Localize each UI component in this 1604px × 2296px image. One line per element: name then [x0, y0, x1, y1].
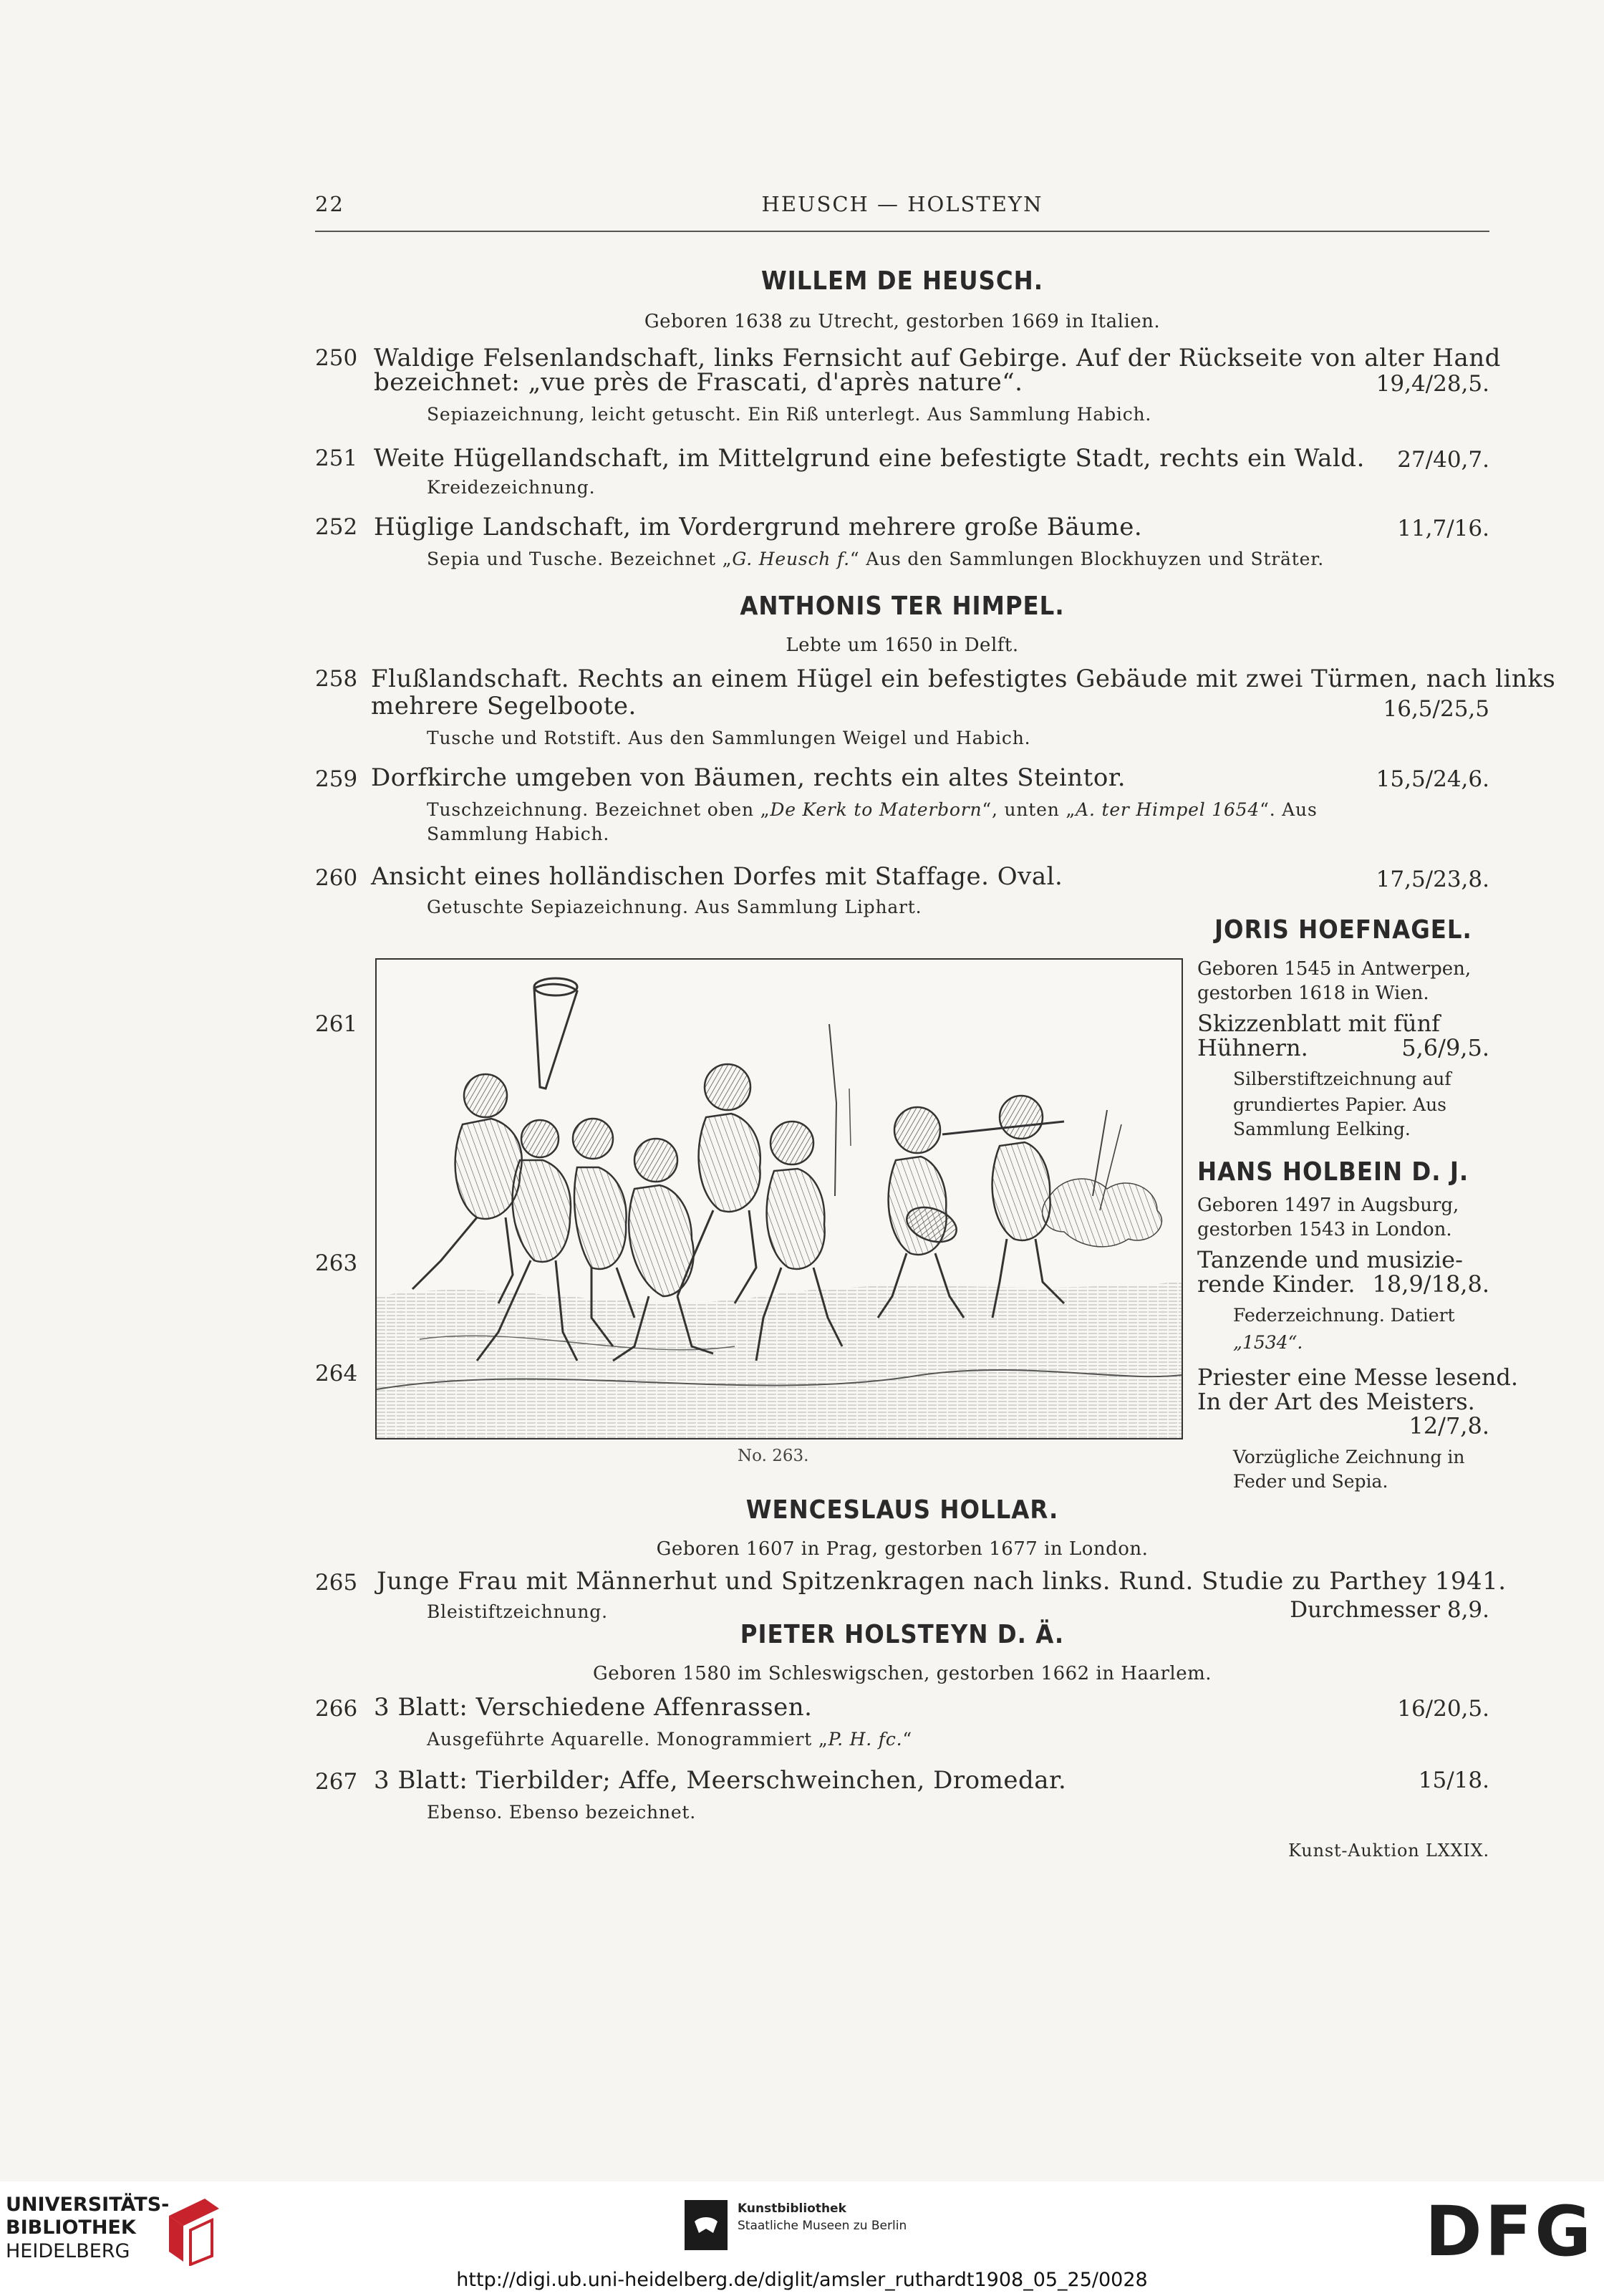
lot-258-note: Tusche und Rotstift. Aus den Sammlungen Weigel und Habich.: [427, 728, 1031, 748]
lot-260-size: 17,5/23,8.: [1376, 867, 1489, 892]
lot-261-note1: Silberstiftzeichnung auf: [1233, 1069, 1451, 1089]
lot-258-size: 16,5/25,5: [1383, 696, 1489, 722]
kunstbibliothek-title: Kunstbibliothek: [738, 2201, 846, 2216]
lot-260-line1: Ansicht eines holländischen Dorfes mit Staffage. Oval.: [371, 862, 1063, 891]
lot-264-line1: Priester eine Messe lesend.: [1197, 1364, 1519, 1391]
lot-260-note: Getuschte Sepiazeichnung. Aus Sammlung Liphart.: [427, 897, 922, 917]
lot-number-250: 250: [315, 345, 358, 371]
monogram-holsteyn: P. H. fc.: [828, 1729, 903, 1750]
ub-heidelberg-line1: UNIVERSITÄTS-: [6, 2194, 170, 2216]
lot-number-261: 261: [315, 1011, 358, 1037]
lot-265-line1: Junge Frau mit Männerhut und Spitzenkragen nach links. Rund. Studie zu Parthey 1941.: [377, 1567, 1507, 1596]
ub-heidelberg-line3: HEIDELBERG: [6, 2240, 130, 2262]
artist-bio-hoefnagel-1: Geboren 1545 in Antwerpen,: [1197, 958, 1472, 980]
kunstbibliothek-eagle-icon[interactable]: [685, 2200, 728, 2250]
lot-258-line2: mehrere Segelboote.: [371, 692, 637, 720]
lot-number-258: 258: [315, 666, 358, 692]
permalink-url[interactable]: http://digi.ub.uni-heidelberg.de/diglit/amsler_ruthardt1908_05_25/0028: [456, 2269, 1148, 2291]
lot-261-size: 5,6/9,5.: [1401, 1034, 1489, 1061]
lot-252-size: 11,7/16.: [1397, 516, 1489, 541]
lot-259-note: Tuschzeichnung. Bezeichnet oben „De Kerk to Materborn“, unten „A. ter Himpel 1654“. Aus: [427, 799, 1318, 820]
signature-himpel: A. ter Himpel 1654: [1076, 799, 1260, 820]
lot-259-size: 15,5/24,6.: [1376, 766, 1489, 792]
lot-266-note: Ausgeführte Aquarelle. Monogrammiert „P. H. fc.“: [427, 1729, 912, 1750]
lot-251-size: 27/40,7.: [1397, 447, 1489, 473]
lot-number-252: 252: [315, 514, 358, 540]
dfg-logo[interactable]: DFG: [1424, 2191, 1594, 2272]
lot-258-line1: Flußlandschaft. Rechts an einem Hügel ein befestigtes Gebäude mit zwei Türmen, nach links: [371, 665, 1556, 693]
artist-bio-himpel: Lebte um 1650 in Delft.: [786, 635, 1019, 656]
artist-heading-himpel: ANTHONIS TER HIMPEL.: [740, 592, 1065, 621]
lot-251-line1: Weite Hügellandschaft, im Mittelgrund eine befestigte Stadt, rechts ein Wald.: [374, 444, 1365, 473]
lot-261-note3: Sammlung Eelking.: [1233, 1119, 1411, 1139]
lot-250-size: 19,4/28,5.: [1376, 371, 1489, 397]
lot-267-note: Ebenso. Ebenso bezeichnet.: [427, 1802, 697, 1823]
lot-263-size: 18,9/18,8.: [1372, 1270, 1489, 1298]
page-number: 22: [315, 192, 344, 216]
artist-bio-heusch: Geboren 1638 zu Utrecht, gestorben 1669 in Italien.: [644, 311, 1161, 332]
lot-number-265: 265: [315, 1570, 358, 1596]
lot-264-line2: In der Art des Meisters.: [1197, 1388, 1475, 1415]
lot-252-note: Sepia und Tusche. Bezeichnet „G. Heusch f.“ Aus den Sammlungen Blockhuyzen und Sträter.: [427, 549, 1324, 569]
lot-number-266: 266: [315, 1696, 358, 1722]
artist-bio-hoefnagel-2: gestorben 1618 in Wien.: [1197, 983, 1429, 1004]
lot-261-line1: Skizzenblatt mit fünf: [1197, 1010, 1441, 1037]
lot-267-size: 15/18.: [1418, 1767, 1489, 1793]
lot-259-note-cont: Sammlung Habich.: [427, 824, 610, 844]
lot-263-date: „1534“.: [1233, 1332, 1303, 1353]
signature-heusch: G. Heusch f.: [732, 549, 850, 569]
lot-250-line1: Waldige Felsenlandschaft, links Fernsicht auf Gebirge. Auf der Rückseite von alter Hand: [374, 344, 1501, 372]
lot-267-line1: 3 Blatt: Tierbilder; Affe, Meerschweinchen, Dromedar.: [374, 1766, 1067, 1795]
lot-number-259: 259: [315, 766, 358, 792]
digitization-footer: [0, 2181, 1604, 2296]
lot-number-263: 263: [315, 1250, 358, 1276]
lot-264-note1: Vorzügliche Zeichnung in: [1233, 1447, 1465, 1467]
lot-250-line2: bezeichnet: „vue près de Frascati, d'après nature“.: [374, 368, 1023, 397]
artist-bio-holbein-2: gestorben 1543 in London.: [1197, 1219, 1452, 1240]
artist-heading-hollar: WENCESLAUS HOLLAR.: [745, 1495, 1059, 1525]
lot-number-264: 264: [315, 1361, 358, 1386]
artist-bio-holbein-1: Geboren 1497 in Augsburg,: [1197, 1195, 1459, 1216]
lot-263-line2: rende Kinder.: [1197, 1270, 1356, 1298]
running-title: HEUSCH — HOLSTEYN: [761, 192, 1043, 216]
lot-number-267: 267: [315, 1769, 358, 1795]
lot-265-size: Durchmesser 8,9.: [1290, 1597, 1489, 1623]
artist-heading-holsteyn: PIETER HOLSTEYN D. Ä.: [740, 1620, 1065, 1649]
artist-bio-holsteyn: Geboren 1580 im Schleswigschen, gestorben 1662 in Haarlem.: [592, 1663, 1212, 1684]
lot-266-size: 16/20,5.: [1397, 1696, 1489, 1722]
ub-heidelberg-logo-icon[interactable]: [162, 2194, 223, 2266]
signature-line: Kunst-Auktion LXXIX.: [1288, 1841, 1489, 1861]
lot-250-note: Sepiazeichnung, leicht getuscht. Ein Riß unterlegt. Aus Sammlung Habich.: [427, 404, 1152, 425]
ub-heidelberg-line2: BIBLIOTHEK: [6, 2217, 136, 2239]
artist-heading-hoefnagel: JORIS HOEFNAGEL.: [1214, 915, 1472, 945]
lot-263-line1: Tanzende und musizie-: [1197, 1246, 1463, 1273]
figure-tanzende-kinder: [375, 958, 1183, 1439]
lot-264-size: 12/7,8.: [1409, 1412, 1489, 1439]
lot-261-note2: grundiertes Papier. Aus: [1233, 1094, 1446, 1115]
figure-caption: No. 263.: [738, 1447, 809, 1465]
lot-265-note: Bleistiftzeichnung.: [427, 1601, 608, 1622]
lot-number-260: 260: [315, 865, 358, 891]
lot-252-line1: Hüglige Landschaft, im Vordergrund mehrere große Bäume.: [374, 513, 1143, 541]
artist-heading-heusch: WILLEM DE HEUSCH.: [760, 266, 1043, 296]
lot-261-line2: Hühnern.: [1197, 1034, 1308, 1061]
header-rule: [315, 231, 1489, 232]
lot-number-251: 251: [315, 445, 358, 471]
lot-263-note1: Federzeichnung. Datiert: [1233, 1305, 1455, 1326]
lot-264-note2: Feder und Sepia.: [1233, 1471, 1388, 1492]
artist-heading-holbein: HANS HOLBEIN D. J.: [1197, 1157, 1469, 1187]
lot-251-note: Kreidezeichnung.: [427, 477, 596, 498]
kunstbibliothek-subtitle: Staatliche Museen zu Berlin: [738, 2219, 907, 2233]
lot-266-line1: 3 Blatt: Verschiedene Affenrassen.: [374, 1693, 813, 1722]
inscription-materborn: De Kerk to Materborn: [770, 799, 982, 820]
artist-bio-hollar: Geboren 1607 in Prag, gestorben 1677 in London.: [656, 1538, 1149, 1560]
lot-259-line1: Dorfkirche umgeben von Bäumen, rechts ein altes Steintor.: [371, 763, 1126, 792]
engraving-illustration: [377, 960, 1182, 1438]
